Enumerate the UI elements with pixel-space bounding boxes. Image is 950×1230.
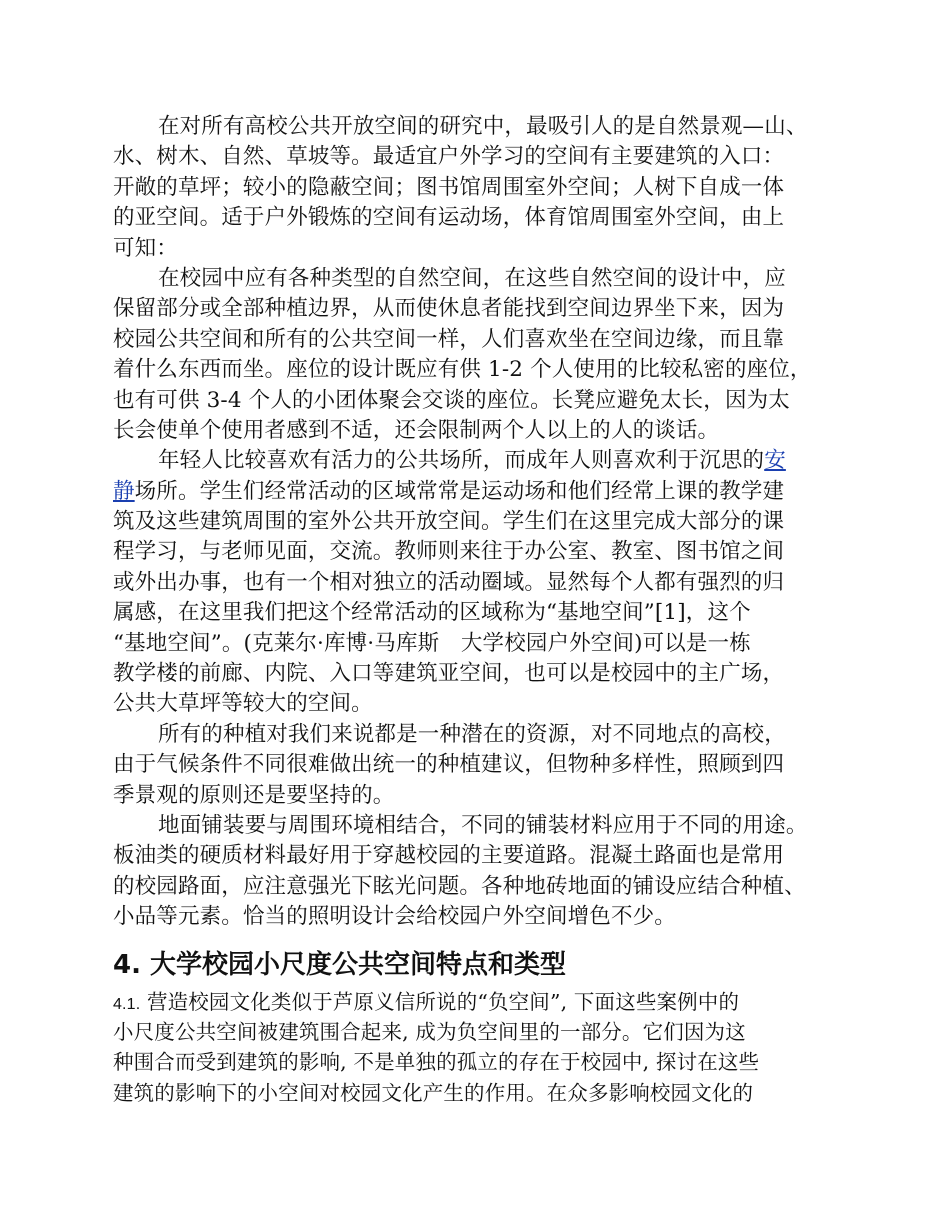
paragraph-line bbox=[113, 446, 849, 476]
section-heading: 4. 大学校园小尺度公共空间特点和类型 bbox=[113, 949, 567, 980]
paragraph-line: 的亚空间。适于户外锻炼的空间有运动场，体育馆周围室外空间，由上 bbox=[113, 205, 785, 231]
paragraph-line: 长会使单个使用者感到不适，还会限制两个人以上的人的谈话。 bbox=[113, 417, 720, 443]
quiet-link-continued[interactable]: 静 bbox=[113, 478, 135, 504]
paragraph-line: 由于气候条件不同很难做出统一的种植建议，但物种多样性，照顾到四 bbox=[113, 752, 785, 778]
paragraph-line: 也有可供 3-4 个人的小团体聚会交谈的座位。长凳应避免太长，因为太 bbox=[113, 387, 790, 413]
subsection-paragraph bbox=[113, 987, 849, 1109]
paragraph-line: “基地空间”。(克莱尔·库博·马库斯 大学校园户外空间)可以是一栋 bbox=[113, 630, 751, 656]
paragraph-line: 地面铺装要与周围环境相结合，不同的铺装材料应用于不同的用途。 bbox=[158, 812, 808, 838]
paragraph-line: 在对所有高校公共开放空间的研究中，最吸引人的是自然景观—山、 bbox=[158, 114, 808, 139]
paragraph-line bbox=[113, 987, 849, 1017]
paragraph-5 bbox=[113, 811, 849, 933]
paragraph-line: 属感，在这里我们把这个经常活动的区域称为“基地空间”[1]，这个 bbox=[113, 600, 751, 626]
paragraph-line: 小品等元素。恰当的照明设计会给校园户外空间增色不少。 bbox=[113, 904, 676, 930]
paragraph-line: 在校园中应有各种类型的自然空间，在这些自然空间的设计中，应 bbox=[158, 265, 786, 291]
paragraph-line: 教学楼的前廊、内院、入口等建筑亚空间，也可以是校园中的主广场， bbox=[113, 661, 785, 687]
paragraph-line: 开敞的草坪；较小的隐蔽空间；图书馆周围室外空间；人树下自成一体 bbox=[113, 174, 785, 200]
paragraph-text: 场所。学生们经常活动的区域常常是运动场和他们经常上课的教学建 bbox=[134, 478, 785, 504]
subsection-number: 4.1. bbox=[113, 995, 141, 1013]
paragraph-line: 种围合而受到建筑的影响, 不是单独的孤立的存在于校园中, 探讨在这些 bbox=[113, 1050, 760, 1075]
paragraph-line: 着什么东西而坐。座位的设计既应有供 1-2 个人使用的比较私密的座位， bbox=[113, 357, 812, 383]
paragraph-line: 季景观的原则还是要坚持的。 bbox=[113, 782, 395, 808]
paragraph-line: 所有的种植对我们来说都是一种潜在的资源，对不同地点的高校， bbox=[158, 721, 786, 747]
paragraph-line: 公共大草坪等较大的空间。 bbox=[113, 691, 373, 717]
paragraph-1 bbox=[113, 112, 849, 264]
quiet-link[interactable]: 安 bbox=[764, 448, 786, 474]
paragraph-line: 保留部分或全部种植边界，从而使休息者能找到空间边界坐下来，因为 bbox=[113, 296, 785, 322]
paragraph-3 bbox=[113, 446, 849, 720]
paragraph-line: 的校园路面，应注意强光下眩光问题。各种地砖地面的铺设应结合种植、 bbox=[113, 873, 806, 899]
paragraph-text: 年轻人比较喜欢有活力的公共场所，而成年人则喜欢利于沉思的 bbox=[158, 448, 765, 474]
paragraph-line: 程学习，与老师见面，交流。教师则来往于办公室、教室、图书馆之间 bbox=[113, 539, 785, 565]
paragraph-line: 建筑的影响下的小空间对校园文化产生的作用。在众多影响校园文化的 bbox=[113, 1080, 754, 1105]
paragraph-text: 营造校园文化类似于芦原义信所说的“负空间”, 下面这些案例中的 bbox=[140, 989, 740, 1014]
paragraph-line: 板油类的硬质材料最好用于穿越校园的主要道路。混凝土路面也是常用 bbox=[113, 843, 785, 869]
paragraph-line: 或外出办事，也有一个相对独立的活动圈域。显然每个人都有强烈的归 bbox=[113, 569, 785, 595]
paragraph-line: 水、树木、自然、草坡等。最适宜户外学习的空间有主要建筑的入口： bbox=[113, 144, 785, 170]
paragraph-line: 可知： bbox=[113, 235, 178, 261]
paragraph-line: 校园公共空间和所有的公共空间一样，人们喜欢坐在空间边缘，而且靠 bbox=[113, 326, 785, 352]
document-page bbox=[113, 112, 849, 1108]
paragraph-2 bbox=[113, 264, 849, 446]
paragraph-line: 小尺度公共空间被建筑围合起来, 成为负空间里的一部分。它们因为这 bbox=[113, 1019, 746, 1044]
paragraph-4 bbox=[113, 720, 849, 811]
paragraph-line bbox=[113, 477, 849, 507]
paragraph-line: 筑及这些建筑周围的室外公共开放空间。学生们在这里完成大部分的课 bbox=[113, 509, 785, 535]
